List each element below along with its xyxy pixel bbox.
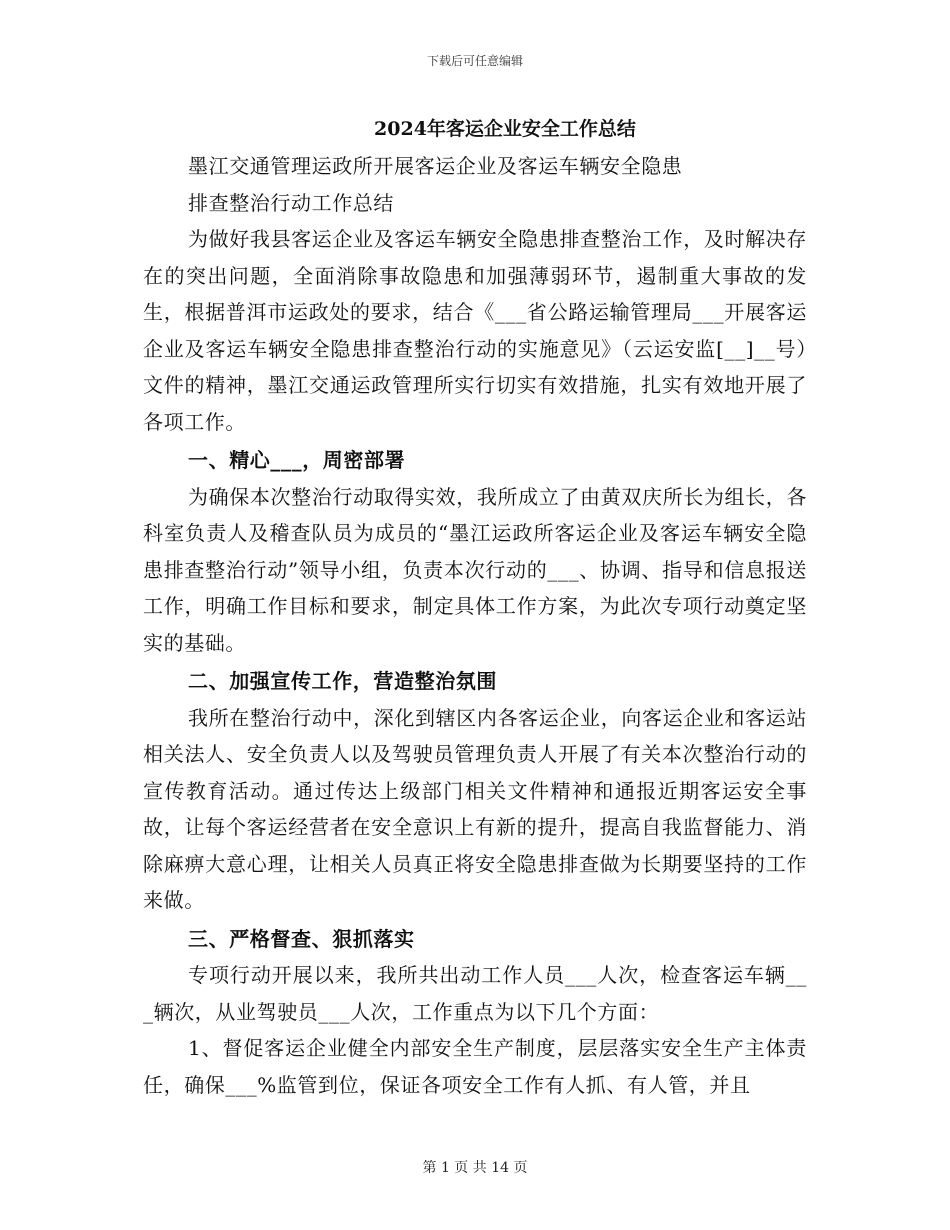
section-1-paragraph: 为确保本次整治行动取得实效，我所成立了由黄双庆所长为组长，各科室负责人及稽查队员为成员的“墨江运政所客运企业及客运车辆安全隐患排查整治行动”领导小组，负责本次行动的___、协调、指导和信息报送工作，明确工作目标和要求，制定具体工作方案，为此次专项行动奠定坚实的基础。 [143,484,807,655]
page-header: 下载后可任意编辑 [426,54,523,68]
document-subtitle-line-1: 墨江交通管理运政所开展客运企业及客运车辆安全隐患 [188,154,683,178]
section-3-heading: 三、严格督查、狠抓落实 [188,926,415,951]
document-title: 2024年客运企业安全工作总结 [374,118,636,140]
document-subtitle-line-2: 排查整治行动工作总结 [188,190,394,215]
section-2-paragraph: 我所在整治行动中，深化到辖区内各客运企业，向客运企业和客运站相关法人、安全负责人以及驾驶员管理负责人开展了有关本次整治行动的宣传教育活动。通过传达上级部门相关文件精神和通报近期客运安全事故，让每个客运经营者在安全意识上有新的提升，提高自我监督能力、消除麻痹大意心理，让相关人员真正将安全隐患排查做为长期要坚持的工作来做。 [143,705,807,912]
document-body [143,110,807,1103]
section-1-heading: 一、精心___，周密部署 [188,448,406,472]
intro-paragraph: 为做好我县客运企业及客运车辆安全隐患排查整治工作，及时解决存在的突出问题，全面消除事故隐患和加强薄弱环节，遏制重大事故的发生，根据普洱市运政处的要求，结合《___省公路运输管理局___开展客运企业及客运车辆安全隐患排查整治行动的实施意见》（云运安监[__]__号）文件的精神，墨江交通运政管理所实行切实有效措施，扎实有效地开展了各项工作。 [143,227,807,434]
page-footer: 第 1 页 共 14 页 [422,1160,528,1176]
list-item-1: 1、督促客运企业健全内部安全生产制度，层层落实安全生产主体责任，确保___%监管到位，保证各项安全工作有人抓、有人管，并且 [143,1036,807,1097]
section-2-heading: 二、加强宣传工作，营造整治氛围 [188,669,497,693]
section-3-paragraph: 专项行动开展以来，我所共出动工作人员___人次，检查客运车辆___辆次，从业驾驶员___人次，工作重点为以下几个方面： [143,963,807,1024]
